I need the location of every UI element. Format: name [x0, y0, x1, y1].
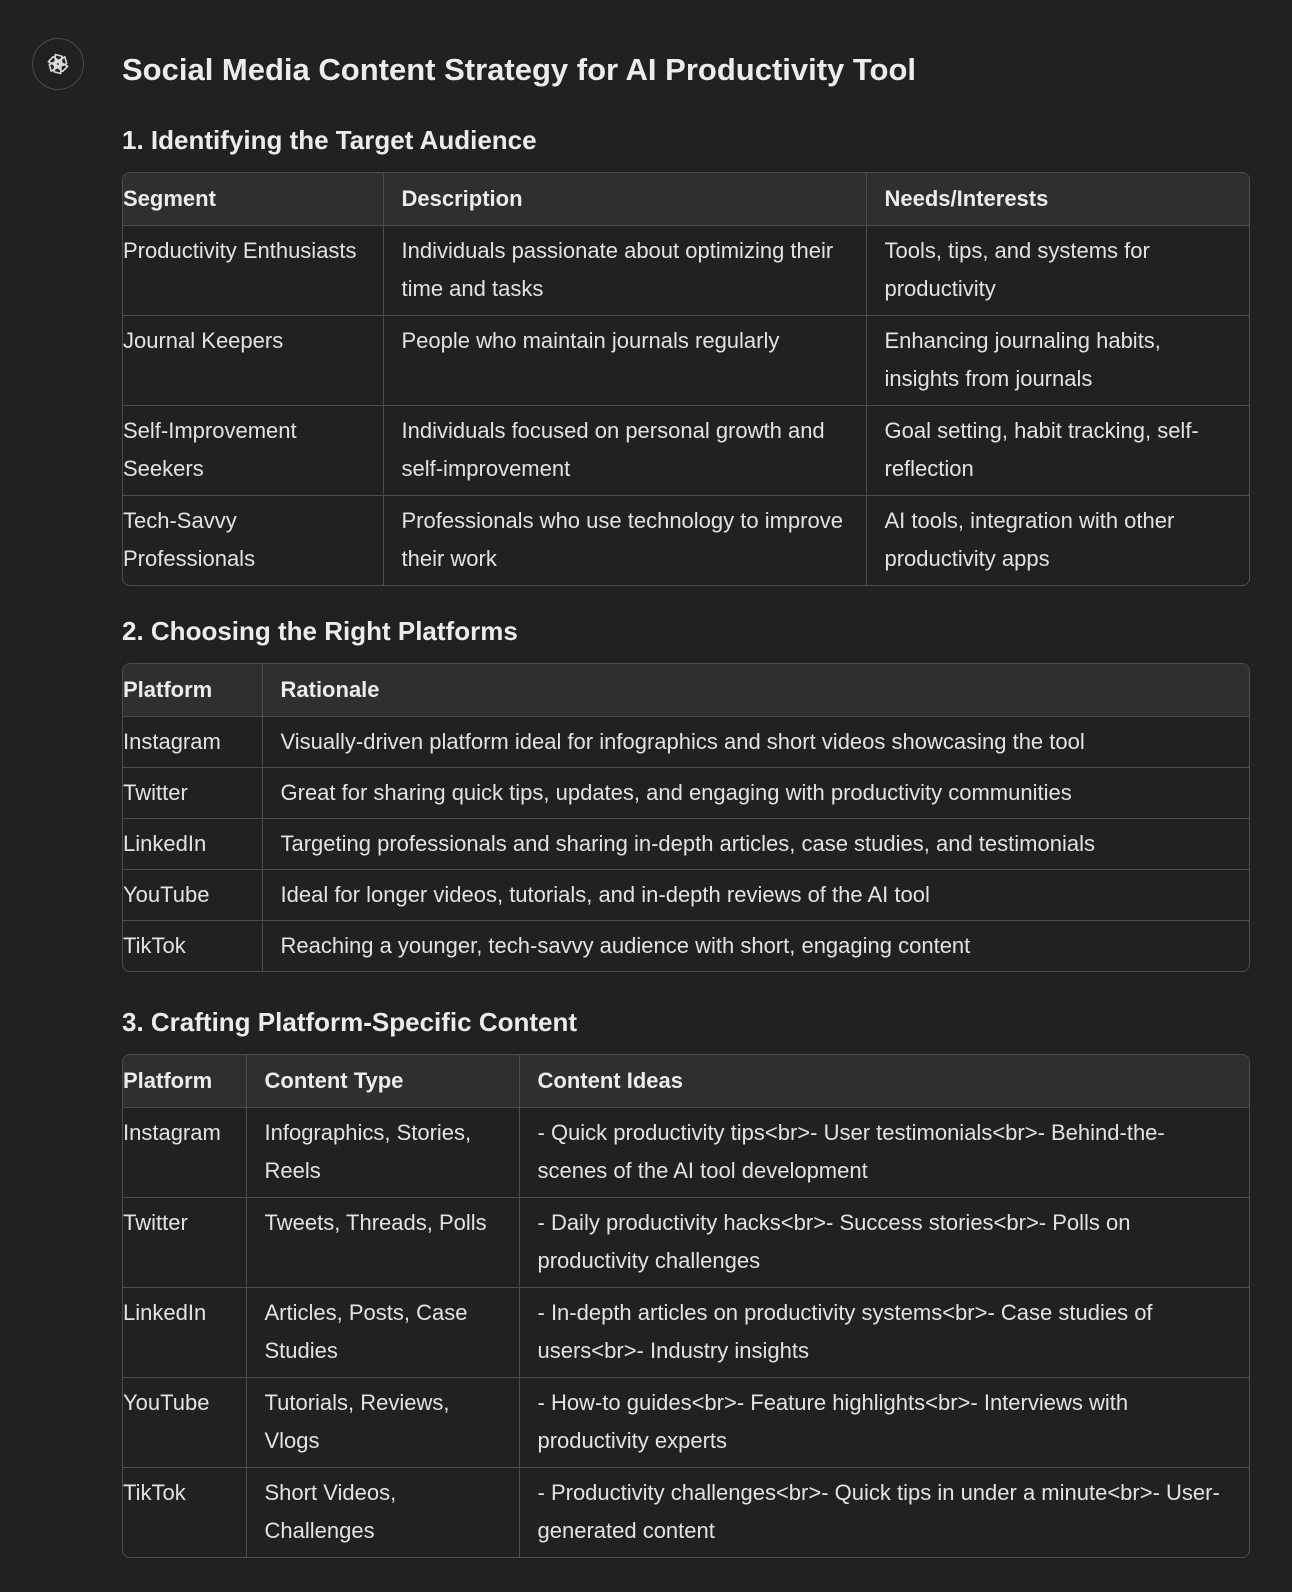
table-row [123, 225, 1249, 315]
table-cell: Ideal for longer videos, tutorials, and in-depth reviews of the AI tool [262, 869, 1249, 920]
table-cell: LinkedIn [123, 818, 262, 869]
table-header-row [123, 173, 1249, 225]
table-cell: - Daily productivity hacks<br>- Success stories<br>- Polls on productivity challenges [519, 1197, 1249, 1287]
table-cell: - Quick productivity tips<br>- User testimonials<br>- Behind-the-scenes of the AI tool development [537, 1119, 1165, 1183]
section-heading-content: 3. Crafting Platform-Specific Content [122, 1007, 578, 1037]
table-cell: Reaching a younger, tech-savvy audience with short, engaging content [262, 920, 1249, 971]
table-cell: People who maintain journals regularly [383, 315, 866, 405]
table-cell: - In-depth articles on productivity systems<br>- Case studies of users<br>- Industry insights [519, 1287, 1249, 1377]
table-row [123, 920, 1249, 971]
table-row [123, 1287, 1249, 1377]
table-cell: Targeting professionals and sharing in-depth articles, case studies, and testimonials [262, 818, 1249, 869]
table-row [123, 818, 1249, 869]
target-audience-table [122, 172, 1250, 586]
section-heading-target-audience: 1. Identifying the Target Audience [122, 125, 537, 155]
table-cell: Tech-Savvy Professionals [123, 495, 383, 585]
table-cell: Articles, Posts, Case Studies [246, 1287, 519, 1377]
column-header: Description [383, 173, 866, 225]
table-row [123, 1377, 1249, 1467]
table-cell: Individuals focused on personal growth and self-improvement [383, 405, 866, 495]
table-cell: YouTube [123, 869, 262, 920]
table-cell: LinkedIn [123, 1287, 246, 1377]
table-cell: Instagram [123, 1107, 246, 1197]
column-header: Content Ideas [519, 1055, 1249, 1107]
table-cell: Goal setting, habit tracking, self-reflection [866, 405, 1249, 495]
assistant-avatar [32, 38, 84, 90]
table-row [123, 767, 1249, 818]
table-cell: Self-Improvement Seekers [123, 405, 383, 495]
column-header: Content Type [246, 1055, 519, 1107]
table-header-row [123, 1055, 1249, 1107]
table-cell: Infographics, Stories, Reels [246, 1107, 519, 1197]
table-row [123, 716, 1249, 767]
table-cell: - Productivity challenges<br>- Quick tips in under a minute<br>- User-generated content [519, 1467, 1249, 1557]
table-cell: Professionals who use technology to improve their work [383, 495, 866, 585]
column-header: Platform [123, 1055, 246, 1107]
table-cell: Productivity Enthusiasts [123, 225, 383, 315]
platforms-table [122, 663, 1250, 972]
table-cell: Instagram [123, 716, 262, 767]
table-row [123, 495, 1249, 585]
table-row [123, 869, 1249, 920]
table-row [123, 1197, 1249, 1287]
table-cell: Short Videos, Challenges [246, 1467, 519, 1557]
table-cell: Twitter [123, 1197, 246, 1287]
column-header: Platform [123, 664, 262, 716]
table-row [123, 405, 1249, 495]
table-cell: Enhancing journaling habits, insights from journals [866, 315, 1249, 405]
table-cell: Tutorials, Reviews, Vlogs [246, 1377, 519, 1467]
table-cell: Journal Keepers [123, 315, 383, 405]
table-row [123, 315, 1249, 405]
table-cell: Great for sharing quick tips, updates, and engaging with productivity communities [262, 767, 1249, 818]
table-cell: Twitter [123, 767, 262, 818]
table-cell: Individuals passionate about optimizing their time and tasks [383, 225, 866, 315]
table-row [123, 1467, 1249, 1557]
table-cell: Tools, tips, and systems for productivity [884, 237, 1150, 301]
column-header: Needs/Interests [866, 173, 1249, 225]
table-header-row [123, 664, 1249, 716]
column-header: Rationale [262, 664, 1249, 716]
section-heading-platforms: 2. Choosing the Right Platforms [122, 616, 518, 646]
table-cell: AI tools, integration with other productivity apps [866, 495, 1249, 585]
table-cell: Tweets, Threads, Polls [246, 1197, 519, 1287]
table-cell: - How-to guides<br>- Feature highlights<br>- Interviews with productivity experts [519, 1377, 1249, 1467]
column-header: Segment [123, 173, 383, 225]
table-row [123, 1107, 1249, 1197]
table-cell: TikTok [123, 1467, 246, 1557]
openai-logo-icon [43, 49, 73, 79]
table-cell: TikTok [123, 920, 262, 971]
table-cell: Visually-driven platform ideal for infographics and short videos showcasing the tool [280, 728, 1085, 754]
content-table [122, 1054, 1250, 1558]
table-cell: YouTube [123, 1377, 246, 1467]
page-title: Social Media Content Strategy for AI Productivity Tool [122, 52, 917, 87]
